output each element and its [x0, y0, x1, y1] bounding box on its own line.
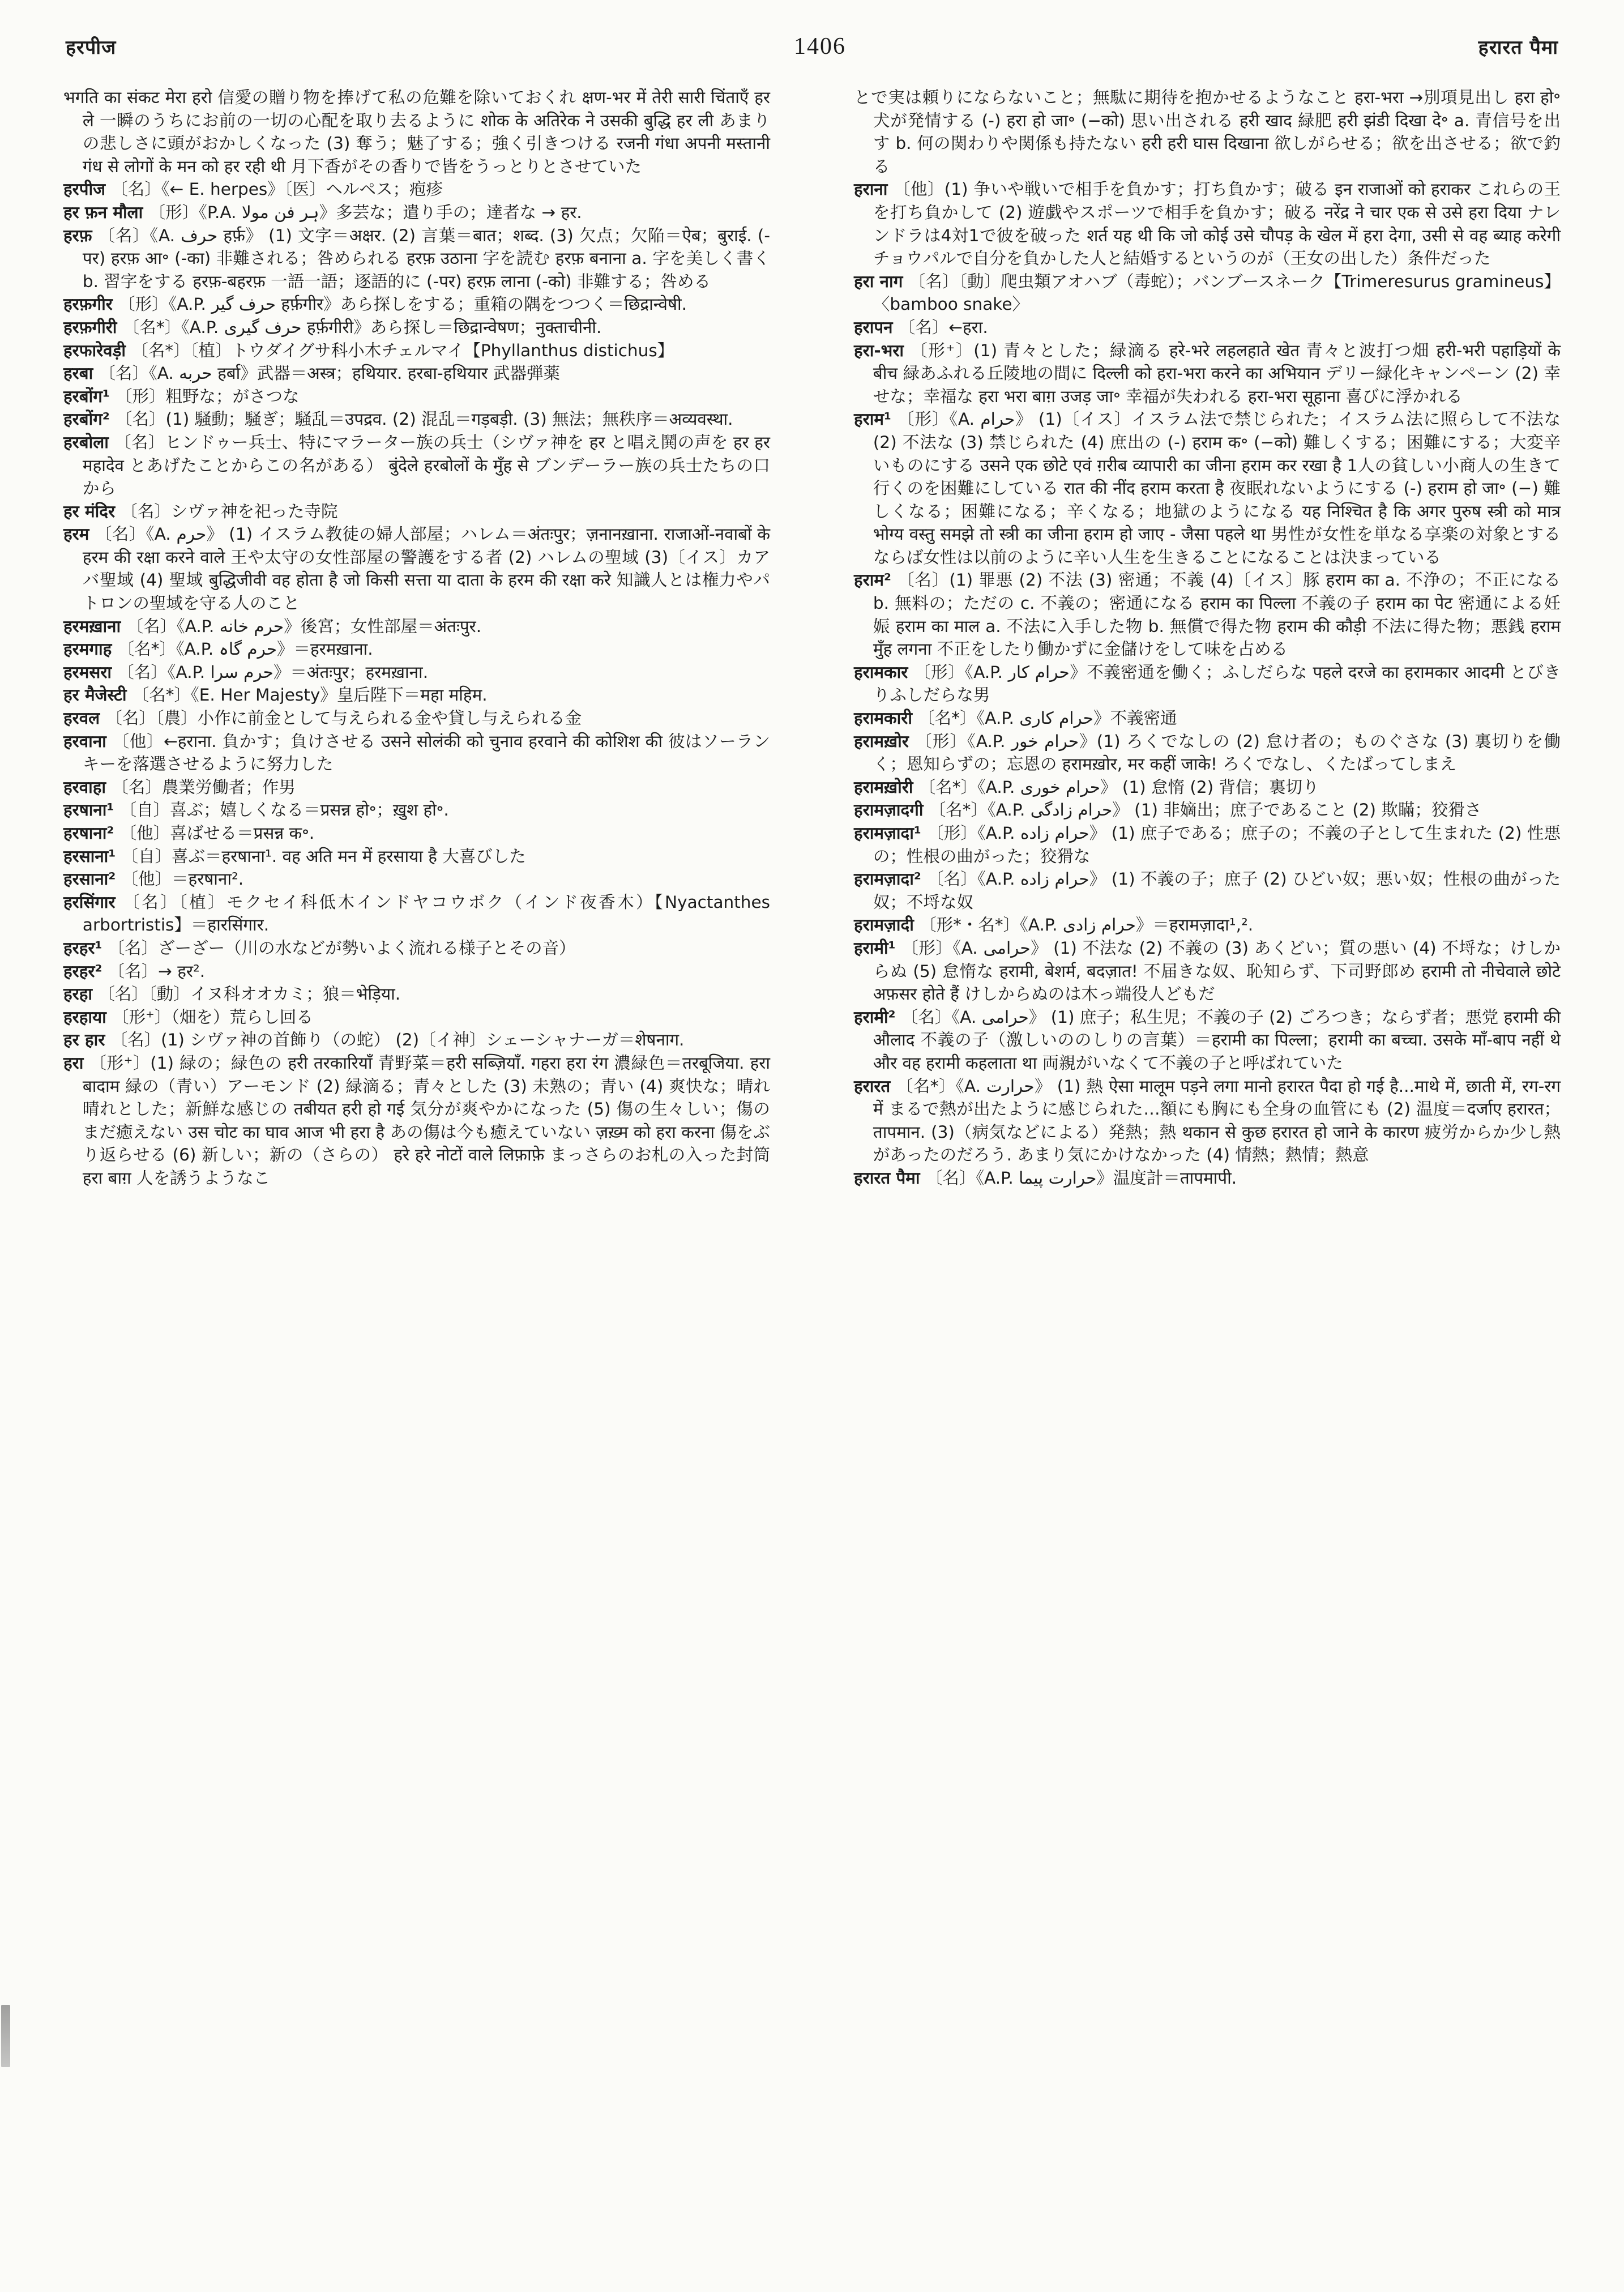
headword: हराम²: [854, 570, 898, 590]
entry-text: 〔形〕《A.P. حرام زاده》 (1) 庶子である；庶子の；不義の子として生まれた (2) 性悪の；性根の曲がった；狡猾な: [873, 823, 1561, 866]
dictionary-entry: [63, 316, 770, 339]
entry-text: 〔形⁺〕(1) 青々とした；緑滴る हरे-भरे लहलहाते खेत 青々と波打つ畑 हरी-भरी पहाड़ियों के बीच 緑あふれる丘陵地の間に दिल्ली को हरा-भरा करने का अभियान デリー緑化キャンペーン (2) 幸せな；幸福な हरा भरा बाग़ उजड़ जा॰ 幸福が失われる हरा-भरा सूहाना 喜びに浮かれる: [873, 340, 1561, 406]
dictionary-entry: [854, 937, 1561, 1006]
entry-text: 〔形〕《A. حرامی》 (1) 不法な (2) 不義の (3) あくどい；質の悪い (4) 不埒な；けしからぬ (5) 怠惰な हरामी, बेशर्म, बदज़ात! 不届きな奴、恥知らず、下司野郎め हरामी तो नीचेवाले छोटे अफ़सर होते हैं けしからぬのは木っ端役人どもだ: [873, 938, 1561, 1004]
entry-text: 〔名*〕《A. حرارت》 (1) 熱 ऐसा मालूम पड़ने लगा मानो हरारत पैदा हो गई है...माथे में, छाती में, रग-रग में まるで熱が出たように感じられた…額にも胸にも全身の血管にも (2) 温度＝दर्जाए हरारत；तापमान. (3)（病気などによる）発熱；熱 थकान से कुछ हरारत हो जाने के कारण 疲労からか少し熱があったのだろう. あまり気にかけなかった (4) 情熱；熱情；熱意: [873, 1076, 1561, 1165]
entry-text: 〔名*〕《A.P. حرام زادگی》 (1) 非嫡出；庶子であること (2) 欺瞞；狡猾さ: [929, 800, 1482, 820]
headword: हरामकारी: [854, 708, 918, 728]
entry-text: 〔名〕〔植〕モクセイ科低木インドヤコウボク（インド夜香木）【Nyactanthes arbortristis】＝हारसिंगार.: [82, 892, 770, 935]
dictionary-entry: [854, 914, 1561, 937]
dictionary-entry: [63, 201, 770, 224]
column-right: [854, 86, 1561, 1190]
headword: हरहर²: [63, 961, 108, 981]
headword: हरबोंग²: [63, 409, 116, 429]
entry-text: 〔名〕《A.P. حرام زاده》 (1) 不義の子；庶子 (2) ひどい奴；悪い奴；性根の曲がった奴；不埒な奴: [873, 869, 1561, 912]
guide-word-right: हरारत पैमा: [1478, 36, 1558, 59]
entry-text: 〔形*・名*〕《A.P. حرام زادی》＝हरामज़ादा¹,².: [920, 915, 1254, 935]
entry-text: 〔名〕ヒンドゥー兵士、特にマラーター族の兵士（シヴァ神を हर と唱え鬨の声を हर हर महादेव とあげたことからこの名がある） बुंदेले हरबोलों के मुँह से ブンデーラー族の兵士たちの口から: [82, 432, 770, 498]
dictionary-entry: [63, 86, 770, 178]
dictionary-entry: [854, 316, 1561, 339]
entry-text: 〔形〕粗野な；がさつな: [116, 386, 300, 406]
headword: हरफ़गीरी: [63, 317, 123, 337]
dictionary-entry: [63, 983, 770, 1006]
headword: हर मैजेस्टी: [63, 685, 133, 705]
headword: हरबा: [63, 364, 99, 383]
dictionary-entry: [854, 776, 1561, 799]
entry-text: 〔名〕《A.P. حرارت پیما》温度計＝तापमापी.: [925, 1168, 1237, 1188]
dictionary-entry: [854, 408, 1561, 569]
headword: हरफ़: [63, 225, 99, 245]
dictionary-entry: [63, 362, 770, 385]
headword: हरा-भरा: [854, 340, 911, 360]
headword: हरफारेवड़ी: [63, 340, 132, 360]
entry-text: 〔名〕シヴァ神を祀った寺院: [121, 501, 338, 521]
headword: हरामी¹: [854, 938, 902, 958]
dictionary-entry: [63, 661, 770, 684]
dictionary-entry: [854, 661, 1561, 707]
entry-text: 〔名〕〔農〕小作に前金として与えられる金や貸し与えられる金: [105, 708, 582, 728]
dictionary-entry: [63, 638, 770, 661]
dictionary-entry: [63, 684, 770, 707]
entry-text: 〔名〕《A. حرف हर्फ़》 (1) 文字＝अक्षर. (2) 言葉＝बात；शब्द. (3) 欠点；欠陥＝ऐब；बुराई. (-पर) हरफ़ आ॰ (-का) 非難される；咎められる हरफ़ उठाना 字を読む हरफ़ बनाना a. 字を美しく書く b. 習字をする हरफ़-बहरफ़ 一語一語；逐語的に (-पर) हरफ़ लाना (-को) 非難する；咎める: [82, 225, 771, 291]
headword: हरामकार: [854, 662, 914, 682]
entry-text: 〔名〕農業労働者；作男: [112, 777, 296, 797]
entry-text: 〔自〕喜ぶ＝हरषाना¹. वह अति मन में हरसाया है 大喜びした: [121, 846, 526, 866]
entry-text: 〔名〕←हरा.: [898, 317, 988, 337]
dictionary-entry: [854, 1167, 1561, 1190]
entry-text: 〔形〕《P.A. ہر فن مولا》多芸な；遣り手の；達者な → हर.: [148, 202, 582, 222]
dictionary-entry: [854, 868, 1561, 914]
headword: हरा: [63, 1053, 90, 1073]
entry-text: 〔自〕喜ぶ；嬉しくなる＝प्रसन्न हो॰；ख़ुश हो॰.: [119, 800, 449, 820]
headword: हरा नाग: [854, 271, 909, 291]
scan-artifact: [1, 2005, 10, 2067]
dictionary-entry: [63, 822, 770, 845]
dictionary-entry: [63, 615, 770, 638]
headword: हरापन: [854, 317, 899, 337]
dictionary-entry: [854, 1075, 1561, 1167]
headword: हरपीज: [63, 180, 112, 199]
headword: हरसिंगार: [63, 892, 123, 912]
dictionary-entry: [63, 845, 770, 868]
headword: हरामज़ादा¹: [854, 823, 928, 843]
dictionary-entry: [63, 937, 770, 960]
entry-text: 〔名*〕《A.P. حرام کاری》不義密通: [918, 708, 1177, 728]
dictionary-entry: [63, 523, 770, 614]
headword: हरामी²: [854, 1007, 901, 1027]
dictionary-entry: [63, 500, 770, 523]
entry-text: 〔名〕〔動〕イヌ科オオカミ；狼＝भेड़िया.: [98, 984, 401, 1004]
headword: हरबोंग¹: [63, 386, 116, 406]
headword: हराना: [854, 180, 894, 199]
headword: हरहा: [63, 984, 99, 1004]
dictionary-entry: [63, 776, 770, 799]
dictionary-entry: [63, 1028, 770, 1052]
headword: हरमख़ाना: [63, 616, 127, 636]
dictionary-entry: [854, 569, 1561, 660]
dictionary-entry: [854, 1006, 1561, 1075]
entry-text: 〔形〕《A.P. حرام کار》不義密通を働く；ふしだらな पहले दरजे का हरामकार आदमी とびきりふしだらな男: [873, 662, 1561, 705]
headword: हरारत: [854, 1076, 896, 1096]
headword: हरामख़ोरी: [854, 777, 919, 797]
dictionary-entry: [854, 339, 1561, 408]
dictionary-entry: [63, 799, 770, 822]
entry-text: 〔形〕《A.P. حرف گیر हर्फ़गीर》あら探しをする；重箱の隅をつつく＝छिद्रान्वेषी.: [118, 294, 687, 314]
headword: हरफ़गीर: [63, 294, 119, 314]
headword: हराम¹: [854, 409, 898, 429]
headword: हरामज़ादी: [854, 915, 920, 935]
dictionary-entry: [63, 178, 770, 201]
entry-text: 〔名*〕《A.P. حرام خوری》 (1) 怠惰 (2) 背信；裏切り: [918, 777, 1319, 797]
dictionary-entry: [854, 822, 1561, 868]
entry-text: 〔形〕《A.P. حرام خور》(1) ろくでなしの (2) 怠け者の；ものぐさな (3) 裏切りを働く；恩知らずの；忘恩の हरामख़ोर, मर कहीं जाके! ろくでなし、くたばってしまえ: [873, 731, 1561, 774]
entry-text: 〔形⁺〕(1) 緑の；緑色の हरी तरकारियाँ 青野菜＝हरी सब्ज़ियाँ. गहरा हरा रंग 濃緑色＝तरबूजिया. हरा बादाम 緑の（青い）アーモンド (2) 緑滴る；青々とした (3) 未熟の；青い (4) 爽快な；晴れ晴れとした；新鮮な感じの तबीयत हरी हो गई 気分が爽やかになった (5) 傷の生々しい；傷のまだ癒えない उस चोट का घाव आज भी हरा है あの傷は今も癒えていない ज़ख़्म को हरा करना 傷をぶり返らせる (6) 新しい；新の（さらの） हरे हरे नोटों वाले लिफ़ाफ़े まっさらのお札の入った封筒 हरा बाग़ 人を誘うようなこ: [82, 1053, 770, 1188]
entry-text: 〔他〕喜ばせる＝प्रसन्न क॰.: [119, 823, 315, 843]
dictionary-entry: [63, 293, 770, 316]
headword: हरहर¹: [63, 938, 108, 958]
headword: हरषाना¹: [63, 800, 120, 820]
dictionary-entry: [63, 339, 770, 362]
guide-word-left: हरपीज: [66, 36, 117, 59]
dictionary-entry: [854, 270, 1561, 316]
dictionary-entry: [854, 178, 1561, 270]
headword: हर मंदिर: [63, 501, 121, 521]
dictionary-entry: [854, 86, 1561, 178]
dictionary-entry: [63, 868, 770, 891]
headword: हरम: [63, 524, 96, 544]
entry-text: 〔名*〕〔植〕トウダイグサ科小木チェルマイ【Phyllanthus distichus】: [131, 340, 674, 360]
headword: हरामज़ादगी: [854, 800, 929, 820]
dictionary-entry: [63, 431, 770, 500]
entry-text: 〔名〕(1) 罪悪 (2) 不法 (3) 密通；不義 (4)〔イス〕豚 हराम का a. 不浄の；不正になる b. 無料の；ただの c. 不義の；密通になる हराम का पिल्ला 不義の子 हराम का पेट 密通による妊娠 हराम का माल a. 不法に入手した物 b. 無償で得た物 हराम की कौड़ी 不法に得た物；悪銭 हराम मुँह लगना 不正をしたり働かずに金儲けをして味を占める: [873, 570, 1561, 659]
entry-text: 〔他〕＝हरषाना².: [121, 869, 244, 889]
entry-text: 〔名〕《A. حرم》 (1) イスラム教徒の婦人部屋；ハレム＝अंतःपुर；ज़नानख़ाना. राजाओं-नवाबों के हरम की रक्षा करने वाले 王や太守の女性部屋の警護をする者 (2) ハレムの聖域 (3)〔イス〕カアバ聖域 (4) 聖域 बुद्धिजीवी वह होता है जो किसी सत्ता या दाता के हरम की रक्षा करे 知識人とは権力やパトロンの聖域を守る人のこと: [82, 524, 771, 613]
headword: हरसाना²: [63, 869, 122, 889]
dictionary-entry: [63, 1006, 770, 1029]
entry-text: 〔他〕(1) 争いや戦いで相手を負かす；打ち負かす；破る इन राजाओं को हराकर これらの王を打ち負かして (2) 遊戯やスポーツで相手を負かす；破る नरेंद्र ने चार एक से उसे हरा दिया ナレンドラは4対1で彼を破った शर्त यह थी कि जो कोई उसे चौपड़ के खेल में हरा देगा, उसी से वह ब्याह करेगी チョウパルで自分を負かした人と結婚するというのが（王女の出した）条件だった: [873, 180, 1561, 268]
headword: हरषाना²: [63, 823, 120, 843]
entry-text: とで実は頼りにならないこと；無駄に期待を抱かせるようなこと हरा-भरा →別項見出し हरा हो॰ 犬が発情する (-) हरा हो जा॰ (−को) 思い出される हरी खाद 緑肥 हरी झंडी दिखा दे॰ a. 青信号を出す b. 何の関わりや関係も持たない हरी हरी घास दिखाना 欲しがらせる；欲を出させる；欲で釣る: [854, 88, 1561, 176]
entry-text: 〔形〕《A. حرام》 (1)〔イス〕イスラム法で禁じられた；イスラム法に照らして不法な (2) 不法な (3) 禁じられた (4) 庶出の (-) हराम क॰ (−को) 難しくする；困難にする；大変辛いものにする उसने एक छोटे एवं ग़रीब व्यापारी का जीना हराम कर रखा है 1人の貧しい小商人の生きて行くのを困難にしている रात की नींद हराम करता है 夜眠れないようにする (-) हराम हो जा॰ (−) 難しくなる；困難になる；辛くなる；地獄のようになる यह निश्चित है कि अगर पुरुष स्त्री को मात्र भोग्य वस्तु समझे तो स्त्री का जीना हराम हो जाए - जैसा पहले था 男性が女性を単なる享楽の対象とするならば女性は以前のように辛い人生を生きることになることは決まっている: [873, 409, 1561, 567]
text-columns: [63, 86, 1561, 1190]
entry-text: 〔他〕←हराना. 負かす；負けさせる उसने सोलंकी को चुनाव हरवाने की कोशिश की 彼はソーランキーを落選させるように努力した: [82, 731, 770, 774]
headword: हरारत पैमा: [854, 1168, 926, 1188]
headword: हरवल: [63, 708, 106, 728]
entry-text: 〔名〕ざーざー（川の水などが勢いよく流れる様子とその音）: [108, 938, 576, 958]
entry-text: 〔名〕〔動〕爬虫類アオハブ（毒蛇）；バンブースネーク【Trimeresurus gramineus】〈bamboo snake〉: [873, 271, 1561, 314]
entry-text: 〔名〕《A.P. حرم خانه》後宮；女性部屋＝अंतःपुर.: [126, 616, 482, 636]
entry-text: 〔名*〕《A.P. حرف گیری हर्फ़गीरी》あら探し＝छिद्रान्वेषण；नुक्ताचीनी.: [122, 317, 602, 337]
headword: हरहाया: [63, 1007, 113, 1027]
page-number: 1406: [793, 33, 846, 59]
headword: हरसाना¹: [63, 846, 122, 866]
dictionary-entry: [63, 224, 770, 293]
dictionary-entry: [63, 707, 770, 730]
headword: हर फ़न मौला: [63, 202, 149, 222]
headword: हरवाहा: [63, 777, 112, 797]
dictionary-entry: [63, 891, 770, 937]
dictionary-entry: [63, 730, 770, 776]
dictionary-entry: [854, 707, 1561, 730]
entry-text: भगति का संकट मेरा हरो 信愛の贈り物を捧げて私の危難を除いておくれ क्षण-भर में तेरी सारी चिंताएँ हर ले 一瞬のうちにお前の一切の心配を取り去るように शोक के अतिरेक ने उसकी बुद्धि हर ली あまりの悲しさに頭がおかしくなった (3) 奪う；魅了する；強く引きつける रजनी गंधा अपनी मस्तानी गंध से लोगों के मन को हर रही थी 月下香がその香りで皆をうっとりとさせていた: [63, 88, 770, 176]
entry-text: 〔形⁺〕（畑を）荒らし回る: [112, 1007, 313, 1027]
headword: हरबोला: [63, 432, 115, 452]
entry-text: 〔名〕(1) 騒動；騒ぎ；騒乱＝उपद्रव. (2) 混乱＝गड़बड़ी. (3) 無法；無秩序＝अव्यवस्था.: [116, 409, 733, 429]
entry-text: 〔名*〕《A.P. حرم گاہ》＝हरमख़ाना.: [117, 639, 373, 659]
headword: हरामख़ोर: [854, 731, 916, 751]
headword: हरामज़ादा²: [854, 869, 928, 889]
entry-text: 〔名〕《← E. herpes》〔医〕ヘルペス；疱疹: [111, 180, 443, 199]
entry-text: 〔名*〕《E. Her Majesty》皇后陛下＝महा महिम.: [132, 685, 488, 705]
dictionary-entry: [63, 1052, 770, 1190]
dictionary-entry: [63, 385, 770, 408]
dictionary-entry: [854, 730, 1561, 776]
entry-text: 〔名〕《A.P. حرم سرا》＝अंतःपुर；हरमख़ाना.: [117, 662, 429, 682]
entry-text: 〔名〕《A. حربه हर्बा》武器＝अस्त्र；हथियार. हरबा-हथियार 武器弾薬: [99, 364, 560, 383]
headword: हरवाना: [63, 731, 113, 751]
entry-text: 〔名〕→ हर².: [108, 961, 206, 981]
dictionary-entry: [63, 408, 770, 431]
headword: हरमगाह: [63, 639, 118, 659]
headword: हरमसरा: [63, 662, 118, 682]
headword: हर हार: [63, 1030, 111, 1050]
column-left: [63, 86, 770, 1190]
entry-text: 〔名〕(1) シヴァ神の首飾り（の蛇） (2)〔イ神〕シェーシャナーガ＝शेषनाग.: [110, 1030, 685, 1050]
entry-text: 〔名〕《A. حرامی》 (1) 庶子；私生児；不義の子 (2) ごろつき；ならず者；悪党 हरामी की औलाद 不義の子（激しいののしりの言葉）＝हरामी का पिल्ला；हरामी का बच्चा. उसके माँ-बाप नहीं थे और वह हरामी कहलाता था 両親がいなくて不義の子と呼ばれていた: [873, 1007, 1561, 1073]
page-header: [63, 33, 1561, 60]
dictionary-entry: [63, 960, 770, 983]
dictionary-entry: [854, 799, 1561, 822]
